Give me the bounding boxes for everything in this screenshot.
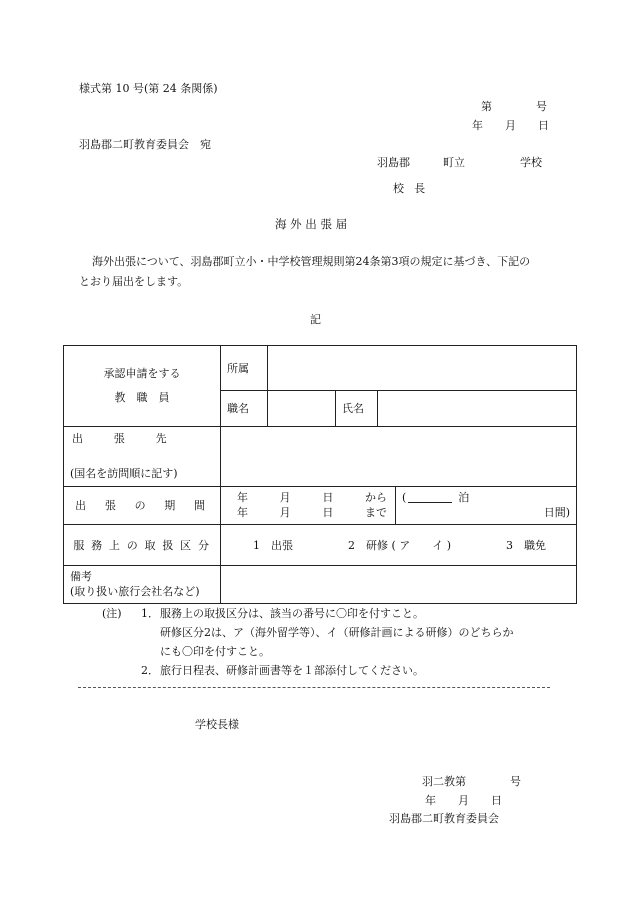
period-label: 出 張 の 期 間 <box>64 487 221 525</box>
notes-marker: (注) <box>102 607 122 620</box>
affiliation-label: 所属 <box>221 346 268 391</box>
period-end-day-label: 日 <box>322 505 334 519</box>
destination-label-cell <box>64 427 221 487</box>
position-label: 職名 <box>221 391 268 427</box>
applicant-label-cell <box>64 346 221 427</box>
nights-blank-line <box>408 502 452 503</box>
note-2-number: 2． <box>141 664 159 677</box>
period-start-day-label: 日 <box>322 490 334 504</box>
duty-option-business-trip[interactable]: 1 出張 <box>253 538 293 552</box>
period-start-month-label: 月 <box>279 490 291 504</box>
addressee: 羽島郡二町教育委員会 宛 <box>79 138 211 151</box>
reply-addressee: 学校長様 <box>195 718 239 731</box>
document-number-label: 第 号 <box>481 100 547 113</box>
note-1-line-1: 服務上の取扱区分は、該当の番号に〇印を付すこと。 <box>160 607 424 620</box>
school-line: 羽島郡 町立 学校 <box>377 156 542 169</box>
remarks-label-cell <box>64 566 221 604</box>
nights-label: 泊 <box>458 490 470 504</box>
destination-label: 出 張 先 <box>72 432 177 445</box>
principal-label: 校 長 <box>393 182 429 195</box>
date-label: 年 月 日 <box>472 119 549 132</box>
remarks-label: 備考 <box>70 569 92 583</box>
name-label: 氏名 <box>336 391 378 427</box>
name-field[interactable] <box>378 391 577 427</box>
note-1-line-3: にも〇印を付すこと。 <box>160 645 270 658</box>
days-label: 日間) <box>543 505 570 519</box>
note-2-line-1: 旅行日程表、研修計画書等を１部添付してください。 <box>160 664 424 677</box>
reply-document-number: 羽二教第 号 <box>422 775 521 788</box>
note-1-line-2: 研修区分2は、ア（海外留学等）、イ（研修計画による研修）のどちらか <box>160 626 514 639</box>
remarks-note: (取り扱い旅行会社名など) <box>70 584 200 598</box>
cut-line-divider <box>78 687 550 688</box>
applicant-label-line-2: 教 職 員 <box>114 391 170 404</box>
period-dates-cell[interactable] <box>221 487 396 525</box>
period-end-year-label: 年 <box>237 505 248 519</box>
reply-date-label: 年 月 日 <box>425 794 502 807</box>
period-start-year-label: 年 <box>237 490 248 504</box>
applicant-label-line-1: 承認申請をする <box>103 366 181 380</box>
body-line-2: とおり届出をします。 <box>79 275 189 288</box>
document-title: 海 外 出 張 届 <box>275 217 348 231</box>
duty-label: 服 務 上 の 取 扱 区 分 <box>64 525 221 566</box>
duty-option-leave[interactable]: 3 職免 <box>505 538 546 552</box>
duty-option-training[interactable]: 2 研修 ( ア イ ) <box>347 538 452 552</box>
note-1-number: 1． <box>141 607 159 620</box>
destination-field[interactable] <box>221 427 577 487</box>
application-table <box>63 345 577 604</box>
duty-options-cell[interactable] <box>221 525 577 566</box>
remarks-field[interactable] <box>221 566 577 604</box>
reply-issuer: 羽島郡二町教育委員会 <box>389 812 499 825</box>
affiliation-field[interactable] <box>268 346 577 391</box>
period-end-month-label: 月 <box>279 505 291 519</box>
period-from-label: から <box>364 490 387 504</box>
destination-note: (国名を訪問順に記す) <box>70 467 178 480</box>
position-field[interactable] <box>268 391 336 427</box>
period-nights-cell[interactable] <box>396 487 577 525</box>
body-line-1: 海外出張について、羽島郡町立小・中学校管理規則第24条第3項の規定に基づき、下記の <box>92 255 531 268</box>
period-until-label: まで <box>364 505 387 519</box>
nights-open-paren: ( <box>402 490 407 504</box>
ki-label: 記 <box>310 313 321 326</box>
form-number: 様式第 10 号(第 24 条関係) <box>79 82 218 95</box>
